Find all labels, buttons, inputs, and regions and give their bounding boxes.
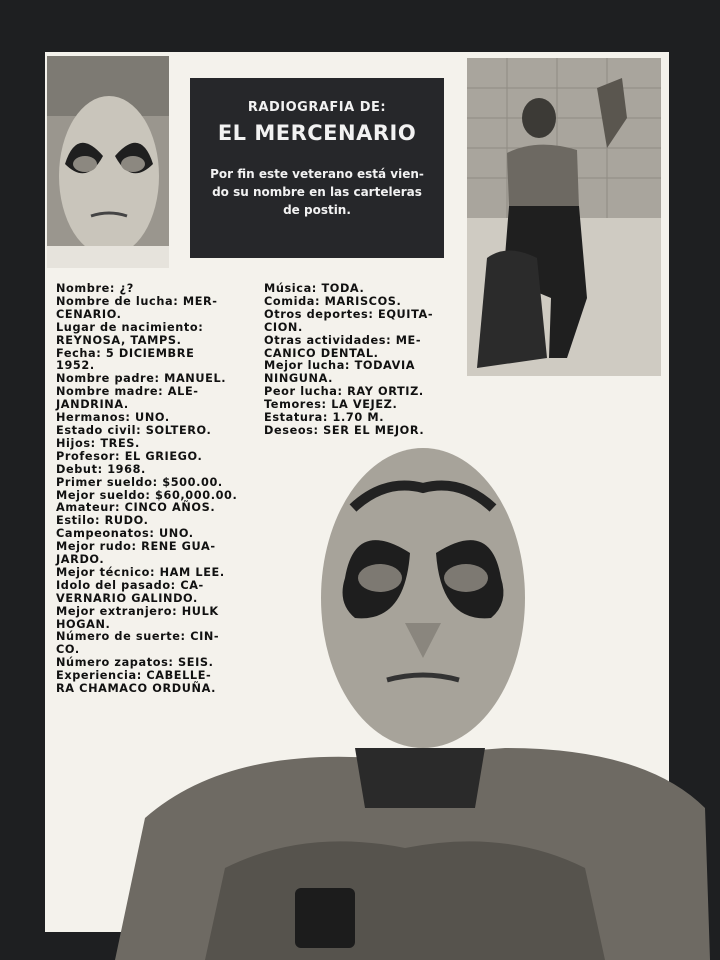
profile-line: Temores: LA VEJEZ. xyxy=(264,398,398,412)
profile-line: Otras actividades: ME- xyxy=(264,333,422,347)
profile-line: Número zapatos: SEIS. xyxy=(56,656,214,670)
profile-line: NINGUNA. xyxy=(264,372,334,386)
profile-line: Nombre padre: MANUEL. xyxy=(56,372,227,386)
profile-line: HOGAN. xyxy=(56,617,111,631)
profile-line: Hijos: TRES. xyxy=(56,436,140,450)
profile-line: Música: TODA. xyxy=(264,282,365,295)
profile-line: Campeonatos: UNO. xyxy=(56,527,194,541)
profile-line: Estatura: 1.70 M. xyxy=(264,411,385,425)
title-kicker: RADIOGRAFIA DE: xyxy=(247,100,387,115)
profile-line: Debut: 1968. xyxy=(56,462,146,476)
profile-line: Amateur: CINCO AÑOS. xyxy=(56,501,216,515)
title-box xyxy=(190,78,444,258)
page-title: EL MERCENARIO xyxy=(217,121,417,145)
wrestler-large-portrait xyxy=(105,448,710,960)
profile-line: Comida: MARISCOS. xyxy=(264,294,402,308)
profile-line: CENARIO. xyxy=(56,307,122,321)
title-deck xyxy=(206,165,428,219)
profile-line: CO. xyxy=(56,643,80,657)
profile-line: Experiencia: CABELLE- xyxy=(56,669,212,683)
profile-line: VERNARIO GALINDO. xyxy=(56,591,198,605)
profile-line: Idolo del pasado: CA- xyxy=(56,578,204,592)
profile-right-column xyxy=(264,283,464,438)
profile-line: Otros deportes: EQUITA- xyxy=(264,307,434,321)
profile-line: Nombre: ¿? xyxy=(56,282,134,295)
profile-line: Mejor extranjero: HULK xyxy=(56,604,219,618)
profile-line: Nombre madre: ALE- xyxy=(56,385,199,399)
profile-line: Lugar de nacimiento: xyxy=(56,320,204,334)
profile-line: Estado civil: SOLTERO. xyxy=(56,423,212,437)
profile-line: REYNOSA, TAMPS. xyxy=(56,333,182,347)
profile-line: Primer sueldo: $500.00. xyxy=(56,475,223,489)
profile-line: JARDO. xyxy=(56,553,105,567)
profile-line: Hermanos: UNO. xyxy=(56,411,170,425)
profile-line: Nombre de lucha: MER- xyxy=(56,294,218,308)
profile-line: 1952. xyxy=(56,359,95,373)
profile-line: Deseos: SER EL MEJOR. xyxy=(264,423,425,437)
wrestler-posing-photo xyxy=(467,58,661,376)
deck-line: do su nombre en las carteleras xyxy=(212,185,422,199)
profile-line: Peor lucha: RAY ORTIZ. xyxy=(264,385,424,399)
profile-line: JANDRINA. xyxy=(56,398,129,412)
profile-line: RA CHAMACO ORDUÑA. xyxy=(56,682,217,696)
profile-line: Mejor técnico: HAM LEE. xyxy=(56,565,225,579)
deck-line: Por fin este veterano está vien- xyxy=(210,167,424,181)
profile-line: Mejor lucha: TODAVIA xyxy=(264,359,416,373)
profile-line: CION. xyxy=(264,320,303,334)
profile-line: Profesor: EL GRIEGO. xyxy=(56,449,203,463)
profile-line: Mejor rudo: RENE GUA- xyxy=(56,540,216,554)
profile-line: CANICO DENTAL. xyxy=(264,346,379,360)
profile-line: Mejor sueldo: $60,000.00. xyxy=(56,488,238,502)
profile-line: Estilo: RUDO. xyxy=(56,514,149,528)
profile-line: Número de suerte: CIN- xyxy=(56,630,220,644)
profile-line: Fecha: 5 DICIEMBRE xyxy=(56,346,195,360)
deck-line: de postin. xyxy=(283,203,351,217)
mask-portrait-photo xyxy=(47,56,169,268)
